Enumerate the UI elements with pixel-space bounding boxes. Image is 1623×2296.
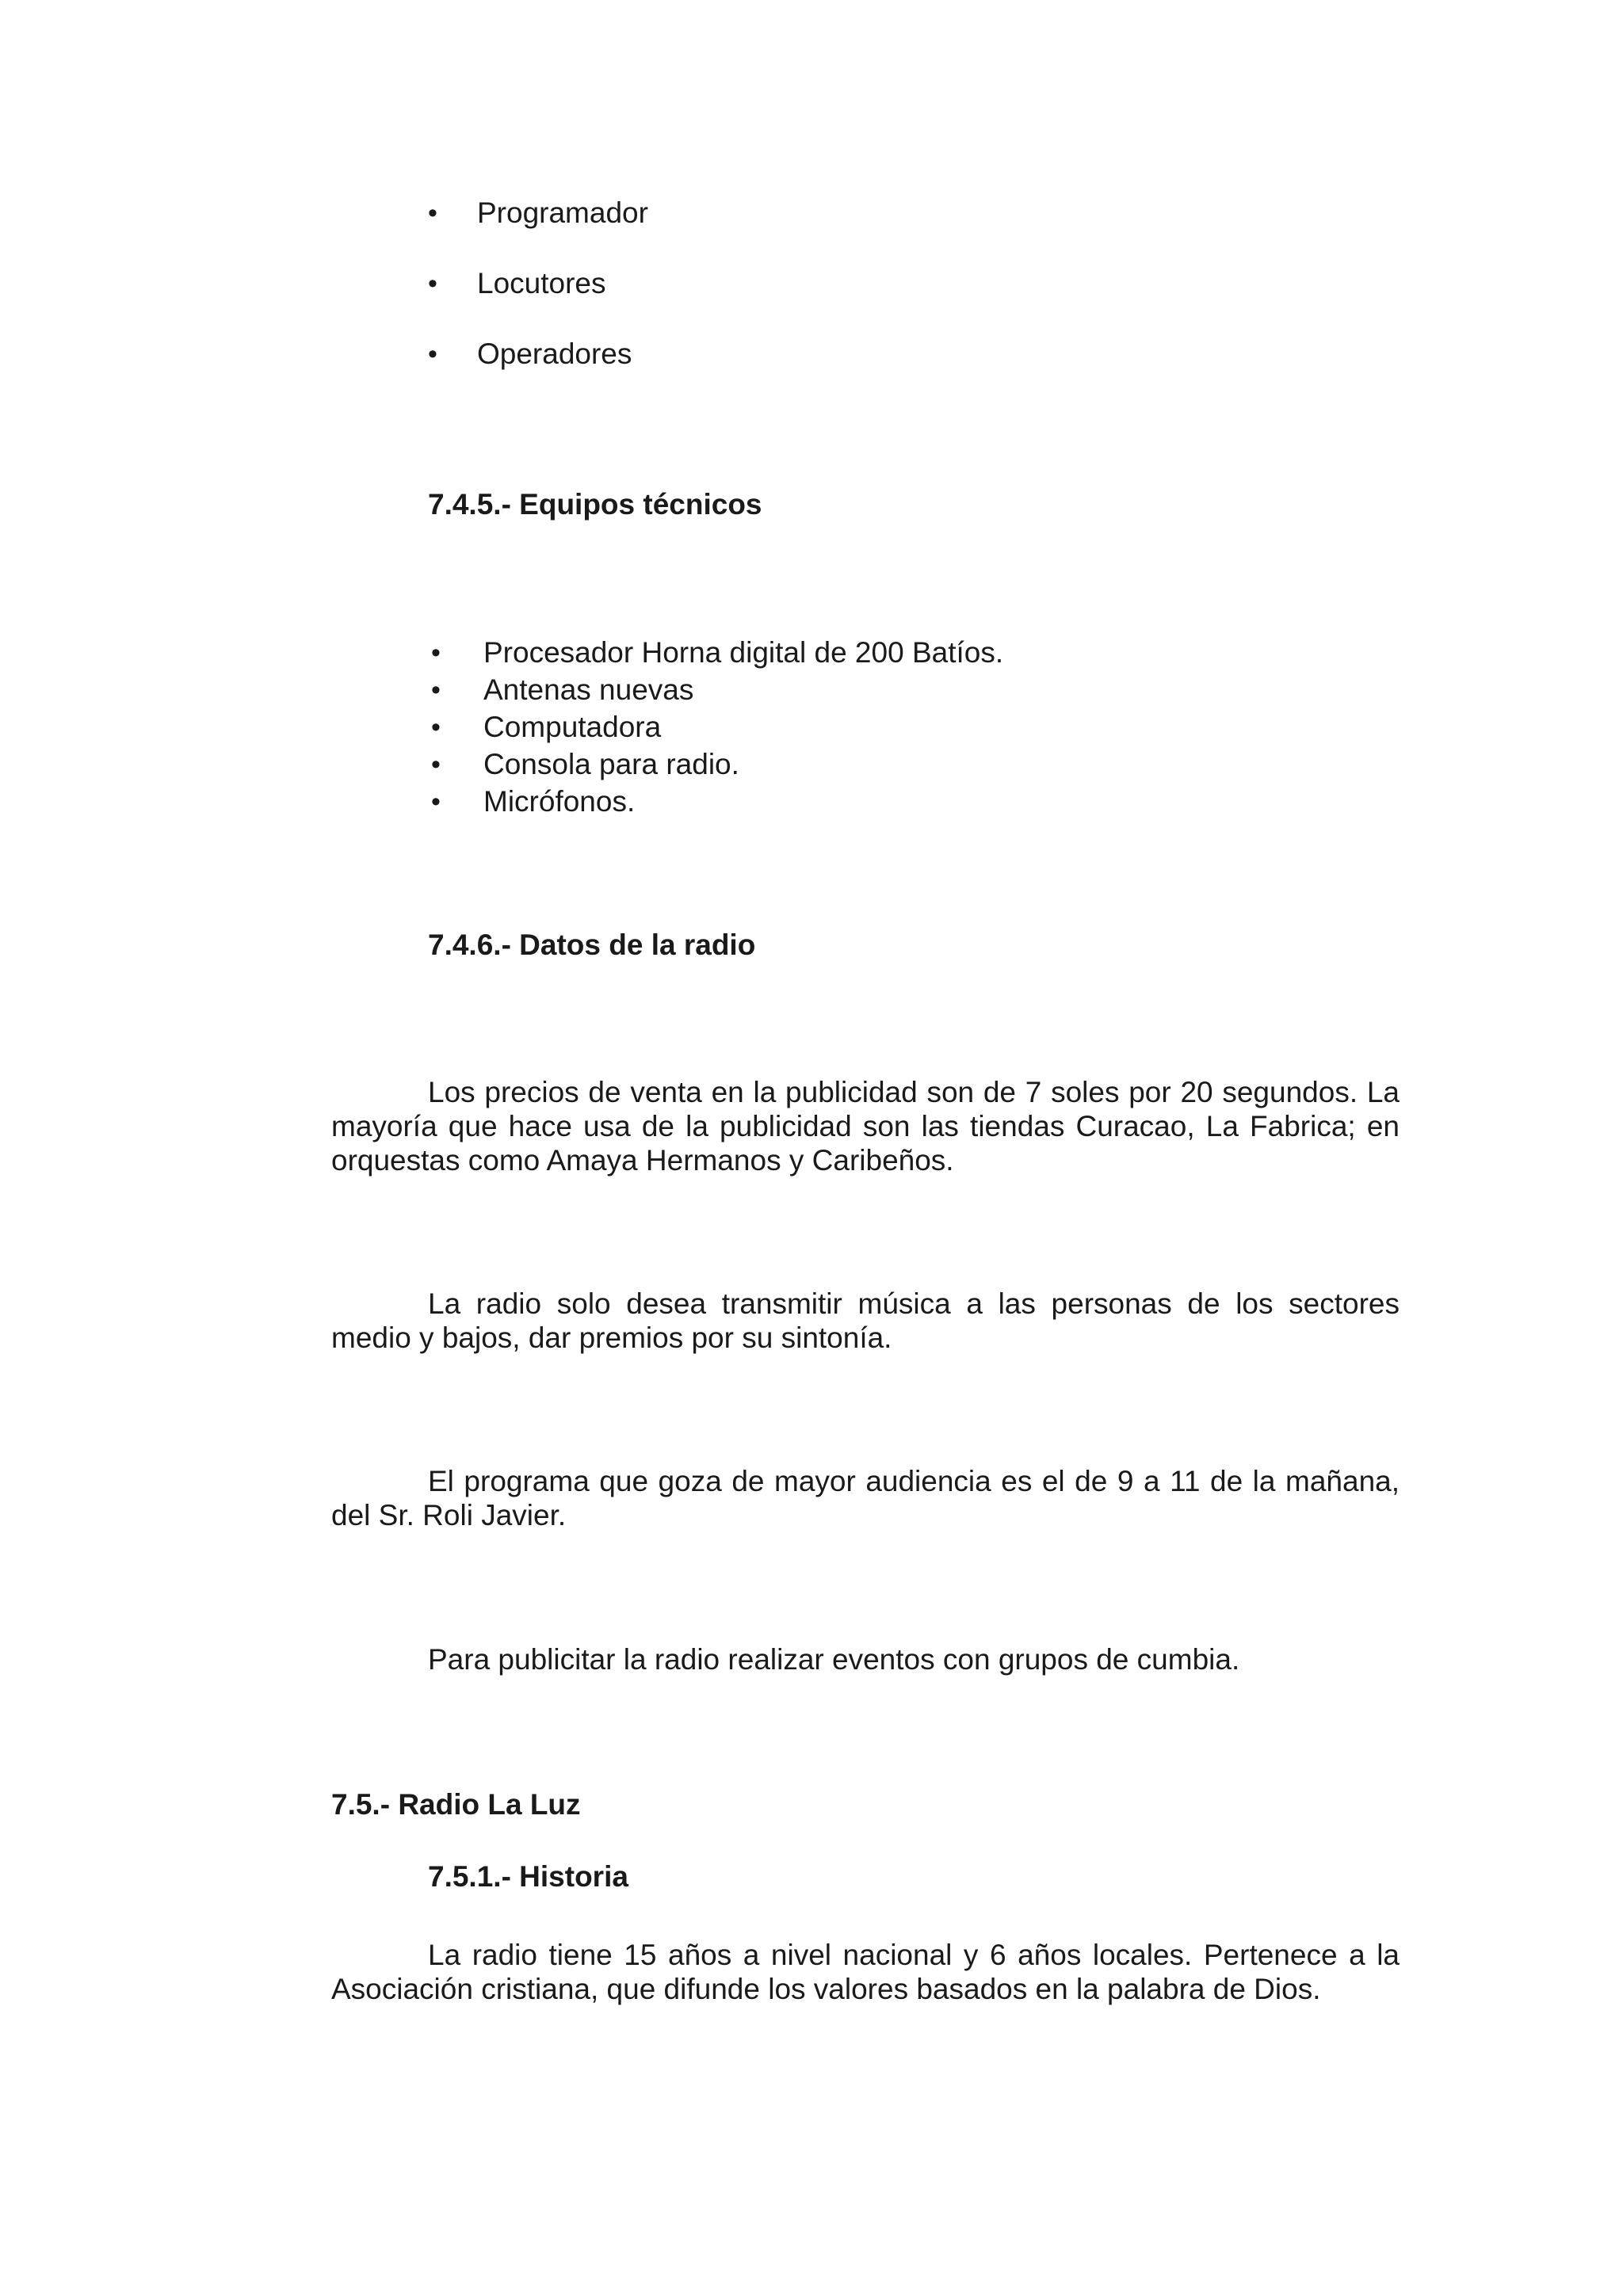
list-item-text: Operadores [477, 338, 632, 370]
bullet-icon: • [428, 339, 437, 369]
bullet-icon: • [431, 749, 441, 780]
bullet-icon: • [428, 269, 437, 299]
paragraph: El programa que goza de mayor audiencia es el de 9 a 11 de la mañana, del Sr. Roli Javier. [331, 1465, 1400, 1531]
section-heading: 7.5.- Radio La Luz [331, 1788, 581, 1821]
paragraph: La radio solo desea transmitir música a las personas de los sectores medio y bajos, dar premios por su sintonía. [331, 1287, 1400, 1354]
paragraph: La radio tiene 15 años a nivel nacional y 6 años locales. Pertenece a la Asociación cristiana, que difunde los valores basados en la palabra de Dios. [331, 1939, 1400, 2005]
list-item-text: Programador [477, 196, 648, 229]
section-heading: 7.4.6.- Datos de la radio [428, 929, 756, 961]
list-item-text: Computadora [483, 711, 662, 743]
list-item-text: Antenas nuevas [483, 673, 694, 706]
list-item-text: Micrófonos. [483, 785, 636, 818]
paragraph: Los precios de venta en la publicidad son de 7 soles por 20 segundos. La mayoría que hace usa de la publicidad son las tiendas Curacao, La Fabrica; en orquestas como Amaya Hermanos y Caribeños. [331, 1076, 1400, 1177]
bullet-icon: • [431, 675, 441, 705]
bullet-icon: • [431, 638, 441, 668]
bullet-icon: • [431, 712, 441, 742]
list-item-text: Consola para radio. [483, 748, 739, 780]
list-item-text: Procesador Horna digital de 200 Batíos. [483, 636, 1004, 669]
subsection-heading: 7.5.1.- Historia [428, 1860, 628, 1893]
bullet-icon: • [428, 198, 437, 228]
section-heading: 7.4.5.- Equipos técnicos [428, 488, 762, 521]
paragraph: Para publicitar la radio realizar eventos con grupos de cumbia. [428, 1643, 1240, 1676]
list-item-text: Locutores [477, 267, 606, 299]
bullet-icon: • [431, 787, 441, 817]
